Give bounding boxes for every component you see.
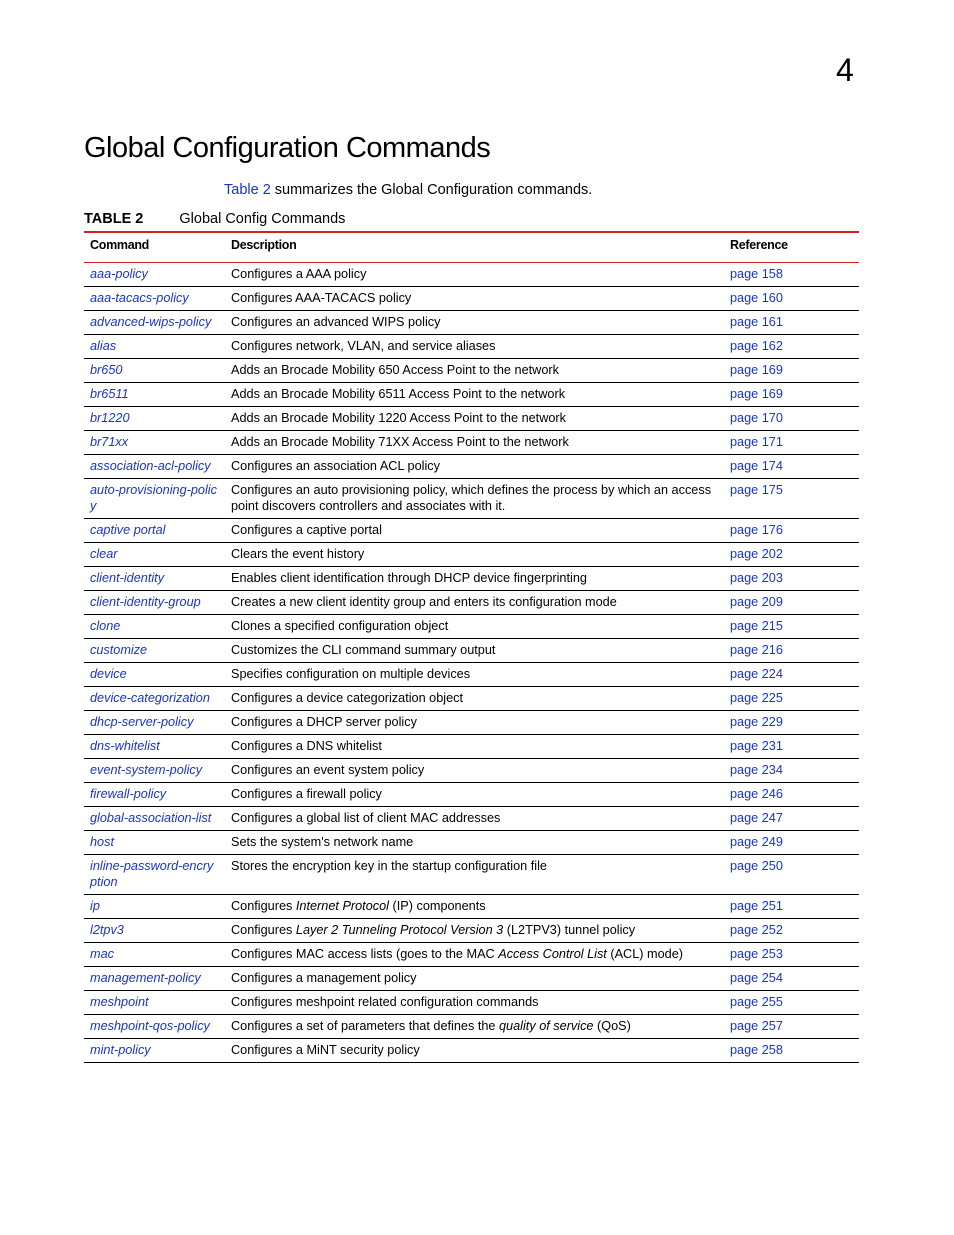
page-reference-link[interactable]: page 249 <box>730 835 783 849</box>
table-row <box>84 359 859 383</box>
table-header-row <box>84 232 859 263</box>
command-description: Clones a specified configuration object <box>231 619 449 633</box>
command-link[interactable]: mint-policy <box>90 1043 151 1057</box>
description-emphasis: Internet Protocol <box>295 899 389 913</box>
command-description: Configures an event system policy <box>231 763 425 777</box>
table-row <box>84 807 859 831</box>
description-text: (IP) components <box>388 899 486 913</box>
page-title: Global Configuration Commands <box>84 132 491 164</box>
page-reference-link[interactable]: page 170 <box>730 411 783 425</box>
command-link[interactable]: br1220 <box>90 411 130 425</box>
page-reference-link[interactable]: page 202 <box>730 547 783 561</box>
table-row <box>84 687 859 711</box>
chapter-number: 4 <box>836 52 854 88</box>
command-link[interactable]: alias <box>90 339 117 353</box>
command-link[interactable]: clone <box>90 619 121 633</box>
table-row <box>84 735 859 759</box>
table-row <box>84 287 859 311</box>
page-reference-link[interactable]: page 175 <box>730 483 783 497</box>
page-reference-link[interactable]: page 171 <box>730 435 783 449</box>
table-row <box>84 311 859 335</box>
command-link[interactable]: association-acl-policy <box>90 459 211 473</box>
command-description: Creates a new client identity group and enters its configuration mode <box>231 595 617 609</box>
table-row <box>84 479 859 519</box>
page-reference-link[interactable]: page 255 <box>730 995 783 1009</box>
command-link[interactable]: device-categorization <box>90 691 210 705</box>
command-link[interactable]: management-policy <box>90 971 201 985</box>
command-link[interactable]: customize <box>90 643 148 657</box>
command-link[interactable]: aaa-policy <box>90 267 148 281</box>
command-description: Configures a MiNT security policy <box>231 1043 420 1057</box>
page-reference-link[interactable]: page 224 <box>730 667 783 681</box>
command-link[interactable]: ip <box>90 899 100 913</box>
command-description: Stores the encryption key in the startup configuration file <box>231 859 547 873</box>
page-reference-link[interactable]: page 160 <box>730 291 783 305</box>
page-reference-link[interactable]: page 258 <box>730 1043 783 1057</box>
page-reference-link[interactable]: page 229 <box>730 715 783 729</box>
page-reference-link[interactable]: page 174 <box>730 459 783 473</box>
command-description: Configures an advanced WIPS policy <box>231 315 441 329</box>
page-reference-link[interactable]: page 169 <box>730 387 783 401</box>
command-link[interactable]: event-system-policy <box>90 763 203 777</box>
command-description: Configures a AAA policy <box>231 267 367 281</box>
page-reference-link[interactable]: page 234 <box>730 763 783 777</box>
command-description: Adds an Brocade Mobility 650 Access Point to the network <box>231 363 559 377</box>
command-link[interactable]: advanced-wips-policy <box>90 315 212 329</box>
page-reference-link[interactable]: page 158 <box>730 267 783 281</box>
command-description: Configures a global list of client MAC addresses <box>231 811 501 825</box>
description-text: (QoS) <box>593 1019 631 1033</box>
command-link[interactable]: inline-password-encryption <box>90 859 214 889</box>
page-reference-link[interactable]: page 203 <box>730 571 783 585</box>
command-description <box>225 919 724 943</box>
command-description: Configures a DNS whitelist <box>231 739 382 753</box>
table-caption-tag: TABLE 2 <box>84 211 144 227</box>
header-description: Description <box>231 238 297 252</box>
page-reference-link[interactable]: page 252 <box>730 923 783 937</box>
command-link[interactable]: dns-whitelist <box>90 739 160 753</box>
command-description: Enables client identification through DHCP device fingerprinting <box>231 571 587 585</box>
command-link[interactable]: host <box>90 835 114 849</box>
command-description: Configures a DHCP server policy <box>231 715 417 729</box>
table-row <box>84 519 859 543</box>
command-description: Specifies configuration on multiple devices <box>231 667 471 681</box>
command-description: Clears the event history <box>231 547 365 561</box>
header-command: Command <box>90 238 150 252</box>
table-row <box>84 711 859 735</box>
command-link[interactable]: auto-provisioning-policy <box>90 483 217 513</box>
table-caption <box>84 211 345 227</box>
description-emphasis: quality of service <box>499 1019 594 1033</box>
command-link[interactable]: mac <box>90 947 114 961</box>
command-link[interactable]: global-association-list <box>90 811 212 825</box>
commands-table <box>84 231 859 1063</box>
command-description: Configures meshpoint related configuration commands <box>231 995 539 1009</box>
command-link[interactable]: aaa-tacacs-policy <box>90 291 189 305</box>
command-link[interactable]: br71xx <box>90 435 129 449</box>
table-row <box>84 831 859 855</box>
description-emphasis: Layer 2 Tunneling Protocol Version 3 <box>295 923 504 937</box>
command-link[interactable]: client-identity-group <box>90 595 201 609</box>
intro-paragraph <box>224 182 592 198</box>
command-description: Adds an Brocade Mobility 6511 Access Point to the network <box>231 387 566 401</box>
command-link[interactable]: client-identity <box>90 571 165 585</box>
table-row <box>84 1039 859 1063</box>
command-description: Configures AAA-TACACS policy <box>231 291 412 305</box>
table-row <box>84 895 859 919</box>
page-reference-link[interactable]: page 251 <box>730 899 783 913</box>
table-row <box>84 639 859 663</box>
table-row <box>84 943 859 967</box>
table-row <box>84 783 859 807</box>
page-reference-link[interactable]: page 209 <box>730 595 783 609</box>
table-row <box>84 407 859 431</box>
command-link[interactable]: captive portal <box>90 523 166 537</box>
table-row <box>84 455 859 479</box>
command-link[interactable]: dhcp-server-policy <box>90 715 194 729</box>
page-reference-link[interactable]: page 254 <box>730 971 783 985</box>
page-reference-link[interactable]: page 176 <box>730 523 783 537</box>
command-link[interactable]: br650 <box>90 363 123 377</box>
command-description: Adds an Brocade Mobility 71XX Access Point to the network <box>231 435 569 449</box>
command-link[interactable]: br6511 <box>90 387 129 401</box>
table-body <box>84 263 859 1063</box>
page-reference-link[interactable]: page 169 <box>730 363 783 377</box>
command-description: Configures a device categorization object <box>231 691 464 705</box>
table-row <box>84 615 859 639</box>
description-text: Configures MAC access lists (goes to the MAC <box>231 947 499 961</box>
table-row <box>84 1015 859 1039</box>
description-emphasis: Access Control List <box>498 947 607 961</box>
table-row <box>84 567 859 591</box>
description-text: (ACL) mode) <box>606 947 683 961</box>
table-row <box>84 855 859 895</box>
table-row <box>84 383 859 407</box>
table-row <box>84 431 859 455</box>
command-description: Configures a management policy <box>231 971 417 985</box>
command-link[interactable]: l2tpv3 <box>90 923 124 937</box>
command-link[interactable]: meshpoint <box>90 995 149 1009</box>
command-description <box>225 943 724 967</box>
description-text: Configures <box>231 899 296 913</box>
table-caption-title: Global Config Commands <box>179 211 346 227</box>
page-reference-link[interactable]: page 257 <box>730 1019 783 1033</box>
table-row <box>84 335 859 359</box>
command-description: Configures an auto provisioning policy, which defines the process by which an access point discovers controllers and associates with it. <box>231 483 712 513</box>
page-reference-link[interactable]: page 250 <box>730 859 783 873</box>
table-row <box>84 663 859 687</box>
header-reference: Reference <box>730 238 788 252</box>
command-link[interactable]: firewall-policy <box>90 787 167 801</box>
command-description: Configures network, VLAN, and service aliases <box>231 339 496 353</box>
table-row <box>84 591 859 615</box>
command-description: Sets the system's network name <box>231 835 414 849</box>
table-row <box>84 991 859 1015</box>
page-reference-link[interactable]: page 253 <box>730 947 783 961</box>
page-reference-link[interactable]: page 161 <box>730 315 783 329</box>
page-reference-link[interactable]: page 225 <box>730 691 783 705</box>
table-row <box>84 759 859 783</box>
command-link[interactable]: device <box>90 667 127 681</box>
command-link[interactable]: clear <box>90 547 118 561</box>
table-reference-link[interactable]: Table 2 <box>224 182 271 198</box>
table-row <box>84 263 859 287</box>
command-description: Configures a firewall policy <box>231 787 382 801</box>
description-text: Configures <box>231 923 296 937</box>
command-link[interactable]: meshpoint-qos-policy <box>90 1019 210 1033</box>
command-description: Customizes the CLI command summary output <box>231 643 496 657</box>
table-row <box>84 543 859 567</box>
command-description: Adds an Brocade Mobility 1220 Access Point to the network <box>231 411 566 425</box>
command-description: Configures an association ACL policy <box>231 459 440 473</box>
command-description: Configures a captive portal <box>231 523 382 537</box>
description-text: Configures a set of parameters that defines the <box>231 1019 499 1033</box>
table-row <box>84 967 859 991</box>
page-reference-link[interactable]: page 162 <box>730 339 783 353</box>
command-description <box>225 895 724 919</box>
intro-text: summarizes the Global Configuration commands. <box>270 182 593 198</box>
description-text: (L2TPV3) tunnel policy <box>503 923 636 937</box>
page-reference-link[interactable]: page 247 <box>730 811 783 825</box>
page-reference-link[interactable]: page 246 <box>730 787 783 801</box>
command-description <box>225 1015 724 1039</box>
page-reference-link[interactable]: page 216 <box>730 643 783 657</box>
table-row <box>84 919 859 943</box>
page-reference-link[interactable]: page 231 <box>730 739 783 753</box>
page-reference-link[interactable]: page 215 <box>730 619 783 633</box>
